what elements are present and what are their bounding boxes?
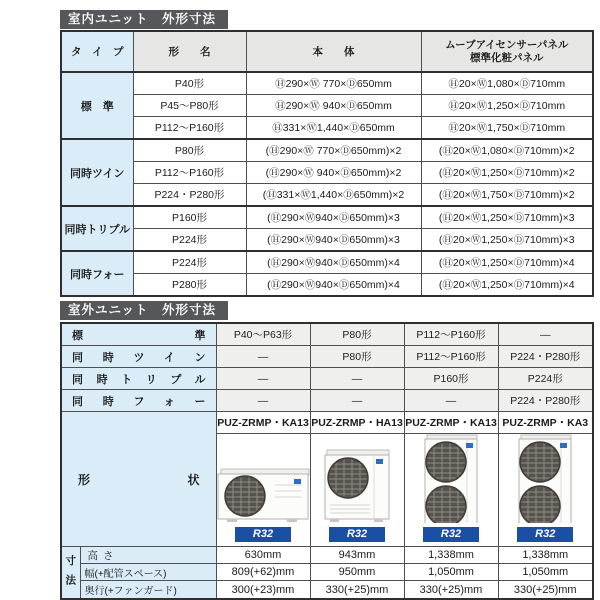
model-range-cell: P224・P280形: [498, 346, 593, 368]
dimension-value-cell: 330(+25)mm: [498, 581, 593, 600]
dimension-value-cell: 1,050mm: [498, 564, 593, 581]
dimensions-corner-label: 寸法: [61, 547, 80, 600]
model-range-cell: P112～P160形: [404, 323, 498, 346]
model-name-cell: P224・P280形: [133, 184, 246, 207]
dimension-row-label: 幅(+配管スペース): [80, 564, 216, 581]
model-name-cell: P112～P160形: [133, 162, 246, 184]
model-range-cell: —: [216, 390, 310, 412]
body-dimensions-cell: (Ⓗ331×Ⓦ1,440×Ⓓ650mm)×2: [246, 184, 421, 207]
table-row: [61, 564, 593, 581]
outdoor-unit-tall-photo: [418, 434, 484, 523]
table-row: [61, 547, 593, 564]
model-name-cell: P160形: [133, 206, 246, 229]
table-row: [61, 346, 593, 368]
panel-dimensions-cell: (Ⓗ20×Ⓦ1,250×Ⓓ710mm)×3: [421, 229, 593, 252]
model-range-cell: —: [310, 390, 404, 412]
panel-dimensions-cell: (Ⓗ20×Ⓦ1,250×Ⓓ710mm)×4: [421, 274, 593, 297]
table-row: [61, 139, 593, 162]
model-name-cell: P40形: [133, 72, 246, 95]
type-group-label: 同時トリプル: [61, 206, 133, 251]
type-group-label: 標 準: [61, 72, 133, 139]
panel-dimensions-cell: (Ⓗ20×Ⓦ1,250×Ⓓ710mm)×4: [421, 251, 593, 274]
dimension-value-cell: 330(+25)mm: [404, 581, 498, 600]
table-row: [61, 323, 593, 346]
outdoor-unit-photo-cell: [310, 434, 404, 547]
body-dimensions-cell: (Ⓗ290×Ⓦ 770×Ⓓ650mm)×2: [246, 139, 421, 162]
dimension-value-cell: 950mm: [310, 564, 404, 581]
body-dimensions-cell: (Ⓗ290×Ⓦ940×Ⓓ650mm)×3: [246, 206, 421, 229]
body-dimensions-cell: Ⓗ290×Ⓦ 770×Ⓓ650mm: [246, 72, 421, 95]
refrigerant-badge: R32: [517, 527, 573, 542]
indoor-col-header-type: タ イ プ: [61, 31, 133, 72]
outdoor-unit-photo-cell: [498, 434, 593, 547]
model-range-cell: P224・P280形: [498, 390, 593, 412]
model-name-cell: P45～P80形: [133, 95, 246, 117]
dimension-value-cell: 809(+62)mm: [216, 564, 310, 581]
table-row: [61, 229, 593, 252]
model-range-cell: P224形: [498, 368, 593, 390]
type-group-label: 同時フォー: [61, 251, 133, 296]
dimension-value-cell: 1,050mm: [404, 564, 498, 581]
type-row-label: 同時トリプル: [61, 368, 216, 390]
table-row: [61, 368, 593, 390]
panel-dimensions-cell: (Ⓗ20×Ⓦ1,750×Ⓓ710mm)×2: [421, 184, 593, 207]
type-group-label: 同時ツイン: [61, 139, 133, 206]
table-row: [61, 117, 593, 140]
dimension-row-label: 奥行(+ファンガード): [80, 581, 216, 600]
body-dimensions-cell: Ⓗ331×Ⓦ1,440×Ⓓ650mm: [246, 117, 421, 140]
refrigerant-badge: R32: [423, 527, 479, 542]
model-range-cell: P80形: [310, 323, 404, 346]
dimension-row-label: 高さ: [80, 547, 216, 564]
body-dimensions-cell: Ⓗ290×Ⓦ 940×Ⓓ650mm: [246, 95, 421, 117]
dimension-value-cell: 300(+23)mm: [216, 581, 310, 600]
model-range-cell: P160形: [404, 368, 498, 390]
model-name-cell: P280形: [133, 274, 246, 297]
outdoor-model-name: PUZ-ZRMP・KA13: [404, 412, 498, 434]
table-row: [61, 95, 593, 117]
outdoor-model-name: PUZ-ZRMP・KA3: [498, 412, 593, 434]
indoor-col-header-body: 本 体: [246, 31, 421, 72]
model-name-cell: P112～P160形: [133, 117, 246, 140]
panel-dimensions-cell: (Ⓗ20×Ⓦ1,080×Ⓓ710mm)×2: [421, 139, 593, 162]
indoor-section-banner: 室内ユニット 外形寸法: [60, 10, 228, 29]
outdoor-unit-photo-cell: [216, 434, 310, 547]
body-dimensions-cell: (Ⓗ290×Ⓦ940×Ⓓ650mm)×4: [246, 274, 421, 297]
model-range-cell: P40～P63形: [216, 323, 310, 346]
outdoor-unit-tall-photo: [512, 434, 578, 523]
model-name-cell: P80形: [133, 139, 246, 162]
table-row: [61, 162, 593, 184]
panel-dimensions-cell: Ⓗ20×Ⓦ1,750×Ⓓ710mm: [421, 117, 593, 140]
panel-dimensions-cell: Ⓗ20×Ⓦ1,080×Ⓓ710mm: [421, 72, 593, 95]
body-dimensions-cell: (Ⓗ290×Ⓦ940×Ⓓ650mm)×3: [246, 229, 421, 252]
outdoor-model-name: PUZ-ZRMP・HA13: [310, 412, 404, 434]
outdoor-unit-photo-cell: [404, 434, 498, 547]
indoor-header-row: [61, 31, 593, 72]
indoor-col-header-model: 形 名: [133, 31, 246, 72]
panel-dimensions-cell: (Ⓗ20×Ⓦ1,250×Ⓓ710mm)×3: [421, 206, 593, 229]
model-range-cell: —: [404, 390, 498, 412]
refrigerant-badge: R32: [329, 527, 385, 542]
type-row-label: 標準: [61, 323, 216, 346]
dimension-value-cell: 330(+25)mm: [310, 581, 404, 600]
table-row: [61, 184, 593, 207]
table-row: [61, 72, 593, 95]
body-dimensions-cell: (Ⓗ290×Ⓦ940×Ⓓ650mm)×4: [246, 251, 421, 274]
dimension-value-cell: 630mm: [216, 547, 310, 564]
table-row: [61, 412, 593, 434]
body-dimensions-cell: (Ⓗ290×Ⓦ 940×Ⓓ650mm)×2: [246, 162, 421, 184]
dimension-value-cell: 1,338mm: [498, 547, 593, 564]
outdoor-section-banner: 室外ユニット 外形寸法: [60, 301, 228, 320]
model-range-cell: P112～P160形: [404, 346, 498, 368]
model-name-cell: P224形: [133, 251, 246, 274]
indoor-col-header-panel: [421, 31, 593, 72]
model-range-cell: —: [498, 323, 593, 346]
panel-dimensions-cell: Ⓗ20×Ⓦ1,250×Ⓓ710mm: [421, 95, 593, 117]
model-range-cell: P80形: [310, 346, 404, 368]
indoor-dimensions-table: [60, 30, 594, 297]
table-row: [61, 390, 593, 412]
outdoor-model-name: PUZ-ZRMP・KA13: [216, 412, 310, 434]
table-row: [61, 251, 593, 274]
model-name-cell: P224形: [133, 229, 246, 252]
table-row: [61, 206, 593, 229]
dimension-value-cell: 1,338mm: [404, 547, 498, 564]
shape-row-label: 形状: [61, 412, 216, 547]
type-row-label: 同時ツイン: [61, 346, 216, 368]
panel-header-line1: ムーブアイセンサーパネル: [445, 38, 569, 51]
table-row: [61, 581, 593, 600]
dimension-value-cell: 943mm: [310, 547, 404, 564]
outdoor-unit-small-photo: [216, 465, 310, 523]
refrigerant-badge: R32: [235, 527, 291, 542]
table-row: [61, 274, 593, 297]
type-row-label: 同時フォー: [61, 390, 216, 412]
model-range-cell: —: [216, 368, 310, 390]
panel-dimensions-cell: (Ⓗ20×Ⓦ1,250×Ⓓ710mm)×2: [421, 162, 593, 184]
model-range-cell: —: [310, 368, 404, 390]
outdoor-unit-medium-photo: [318, 447, 396, 523]
model-range-cell: —: [216, 346, 310, 368]
panel-header-line2: 標準化粧パネル: [470, 51, 544, 64]
outdoor-dimensions-table: [60, 322, 594, 600]
